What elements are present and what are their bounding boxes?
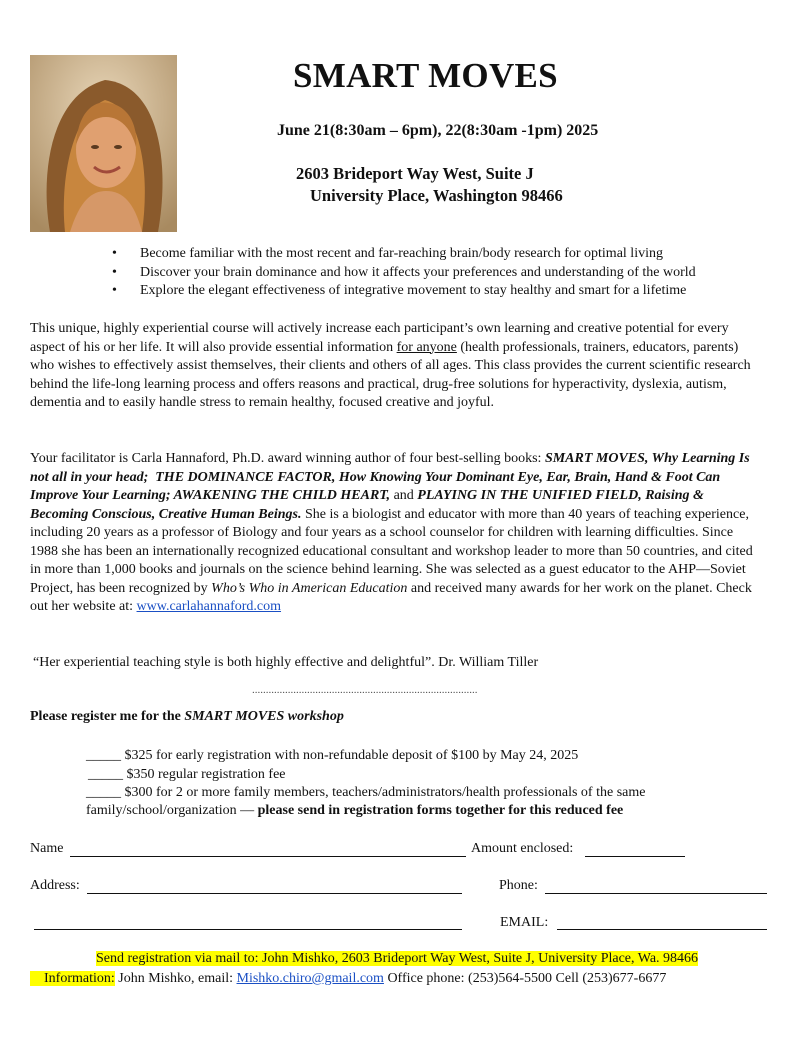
course-description: This unique, highly experiential course will actively increase each participant’s own learning and creative potential for every aspect of his or her life. It will also provide essential information for anyone (health professionals, trainers, educators, parents) who wishes to effectively assist themselves, their clients and others of all ages. This class provides the current scientific research behind the life-long learning process and offers reasons and practical, drug-free solutions for hyperactivity, dyslexia, autism, dementia and to easily handle stress to remain healthy, focused creative and joyful. — [30, 321, 751, 410]
emphasis-for-anyone: for anyone — [396, 339, 457, 355]
facilitator-bio: Your facilitator is Carla Hannaford, Ph.D. award winning author of four best-selling books: SMART MOVES, Why Learning Is not all in your head; THE DOMINANCE FACTOR, How Knowing Your Dominant Eye, Ear, Brain, Hand & Foot Can Improve Your Learning; AWAKENING THE CHILD HEART, and PLAYING IN THE UNIFIED FIELD, Raising & Becoming Conscious, Creative Human Beings. She is a biologist and educator with more than 40 years of teaching experience, including 20 years as a professor of Biology and four years as a school counselor for children with learning difficulties. Since 1988 she has been an internationally recognized educational consultant and workshop leader to more than 50 countries, and cited in more than 1,000 books and journals on the science behind learning. She was selected as a guest educator to the AHP—Soviet Project, has been recognized by Who’s Who in American Education and received many awards for her work on the planet. Check out her website at: www.carlahannaford.com — [30, 451, 753, 614]
bullet-icon: • — [112, 264, 117, 280]
benefits-list — [112, 245, 772, 301]
bullet-icon: • — [112, 283, 117, 298]
amount-field[interactable] — [585, 856, 685, 857]
book-title: SMART MOVES, Why Learning Is not all in your head; — [30, 451, 750, 485]
page-title: SMART MOVES — [293, 56, 558, 95]
list-item: • Become familiar with the most recent and far-reaching brain/body research for optimal living — [112, 245, 772, 264]
website-link[interactable]: www.carlahannaford.com — [136, 599, 282, 614]
name-label: Name — [30, 841, 64, 856]
phone-label: Phone: — [499, 878, 538, 893]
option-regular-registration[interactable]: _____ $350 regular registration fee — [88, 767, 286, 782]
amount-label: Amount enclosed: — [471, 841, 574, 856]
book-title: THE DOMINANCE FACTOR, How Knowing Your Dominant Eye, Ear, Brain, Hand & Foot Can Improve Your Learning; AWAKENING THE CHILD HEART, — [30, 469, 721, 503]
bullet-icon: • — [112, 246, 117, 261]
information-label: Information: — [30, 971, 115, 986]
contact-email-link[interactable]: Mishko.chiro@gmail.com — [236, 971, 384, 986]
phone-field[interactable] — [545, 893, 767, 894]
option-early-registration[interactable]: _____ $325 for early registration with non-refundable deposit of $100 by May 24, 2025 — [86, 748, 579, 763]
list-item: • Discover your brain dominance and how it affects your preferences and understanding of the world — [112, 264, 772, 283]
email-label: EMAIL: — [500, 915, 549, 930]
event-dates: June 21(8:30am – 6pm), 22(8:30am -1pm) 2025 — [277, 122, 599, 139]
mailing-instructions: Send registration via mail to: John Mishko, 2603 Brideport Way West, Suite J, University Place, Wa. 98466 — [96, 951, 699, 966]
option-blank[interactable]: _____ — [86, 785, 121, 800]
venue-address-line1: 2603 Brideport Way West, Suite J — [296, 164, 534, 183]
option-blank[interactable]: _____ — [88, 767, 123, 782]
email-field[interactable] — [557, 929, 767, 930]
contact-info: Information: John Mishko, email: Mishko.chiro@gmail.com Office phone: (253)564-5500 Cell (253)677-6677 — [30, 971, 666, 987]
address-field-line2[interactable] — [34, 929, 462, 930]
address-label: Address: — [30, 878, 80, 893]
testimonial-quote: “Her experiential teaching style is both highly effective and delightful”. Dr. William Tiller — [33, 655, 539, 670]
registration-heading: Please register me for the SMART MOVES workshop — [30, 709, 344, 724]
option-blank[interactable]: _____ — [86, 748, 121, 763]
name-field[interactable] — [70, 856, 466, 857]
list-item: • Explore the elegant effectiveness of integrative movement to stay healthy and smart for a lifetime — [112, 282, 772, 301]
facilitator-photo — [30, 55, 177, 232]
option-group-registration[interactable]: _____ $300 for 2 or more family members, teachers/administrators/health professionals of the same — [86, 785, 646, 800]
address-field[interactable] — [87, 893, 462, 894]
option-group-note: family/school/organization — please send in registration forms together for this reduced fee — [86, 803, 624, 818]
book-title: PLAYING IN THE UNIFIED FIELD, Raising & Becoming Conscious, Creative Human Beings. — [30, 488, 704, 522]
venue-address-line2: University Place, Washington 98466 — [310, 186, 563, 205]
separator: .................................................................................. — [252, 684, 478, 696]
